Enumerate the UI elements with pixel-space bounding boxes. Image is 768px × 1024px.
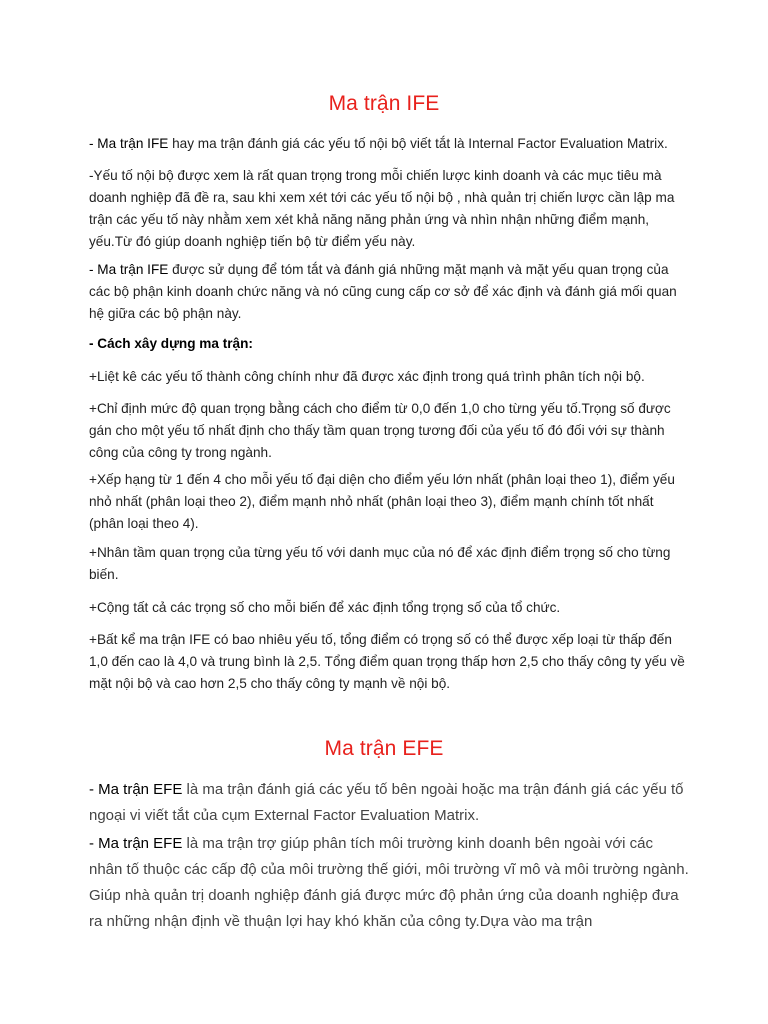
ife-paragraph-1 (89, 133, 689, 155)
ife-step-1: +Liệt kê các yếu tố thành công chính như đã được xác định trong quá trình phân tích nội bộ. (89, 369, 645, 384)
efe-paragraph-1-text: là ma trận đánh giá các yếu tố bên ngoài hoặc ma trận đánh giá các yếu tố ngoại vi viết tắt của cụm External Factor Evaluation Matrix. (89, 781, 684, 824)
ife-heading: Ma trận IFE (328, 92, 440, 115)
ife-step-6: +Bất kể ma trận IFE có bao nhiêu yếu tố, tổng điểm có trọng số có thể được xếp loại từ thấp đến 1,0 đến cao là 4,0 và trung bình là 2,5. Tổng điểm quan trọng thấp hơn 2,5 cho thấy công ty yếu về mặt nội bộ và cao hơn 2,5 cho thấy công ty mạnh về nội bộ. (89, 632, 685, 691)
ife-step-3: +Xếp hạng từ 1 đến 4 cho mỗi yếu tố đại diện cho điểm yếu lớn nhất (phân loại theo 1), điểm yếu nhỏ nhất (phân loại theo 2), điểm mạnh nhỏ nhất (phân loại theo 3), điểm mạnh chính tốt nhất (phân loại theo 4). (89, 472, 675, 531)
ife-step-4: +Nhân tầm quan trọng của từng yếu tố với danh mục của nó để xác định điểm trọng số cho từng biến. (89, 545, 671, 582)
ife-step-2: +Chỉ định mức độ quan trọng bằng cách cho điểm từ 0,0 đến 1,0 cho từng yếu tố.Trọng số được gán cho một yếu tố nhất định cho thấy tầm quan trọng tương đối của yếu tố đó đối với sự thành công của công ty trong ngành. (89, 401, 671, 460)
efe-term-1: - Ma trận EFE (89, 781, 183, 798)
ife-paragraph-3 (89, 259, 689, 325)
efe-heading: Ma trận EFE (324, 737, 444, 760)
ife-term-3: - Ma trận IFE (89, 262, 169, 277)
ife-step-5: +Cộng tất cả các trọng số cho mỗi biến để xác định tổng trọng số của tổ chức. (89, 600, 561, 615)
ife-term-1: - Ma trận IFE (89, 136, 169, 151)
ife-paragraph-3-text: được sử dụng để tóm tắt và đánh giá những mặt mạnh và mặt yếu quan trọng của các bộ phận kinh doanh chức năng và nó cũng cung cấp cơ sở để xác định và đánh giá mối quan hệ giữa các bộ phận này. (89, 262, 677, 321)
efe-paragraph-2 (89, 831, 689, 935)
efe-paragraph-1 (89, 777, 689, 829)
ife-paragraph-2: -Yếu tố nội bộ được xem là rất quan trọng trong mỗi chiến lược kinh doanh và các mục tiêu mà doanh nghiệp đã đề ra, sau khi xem xét tới các yếu tố nội bộ , nhà quản trị chiến lược cần lập ma trận các yếu tố này nhằm xem xét khả năng năng phản ứng và nhìn nhận những điểm mạnh, yếu.Từ đó giúp doanh nghiệp tiến bộ từ điểm yếu này. (89, 168, 675, 249)
ife-paragraph-1-text: hay ma trận đánh giá các yếu tố nội bộ viết tắt là Internal Factor Evaluation Matrix. (168, 136, 668, 151)
efe-term-2: - Ma trận EFE (89, 835, 183, 852)
ife-construction-heading: - Cách xây dựng ma trận: (89, 336, 253, 351)
efe-paragraph-2-text: là ma trận trợ giúp phân tích môi trường kinh doanh bên ngoài với các nhân tố thuộc các cấp độ của môi trường thế giới, môi trường vĩ mô và môi trường ngành. Giúp nhà quản trị doanh nghiệp đánh giá được mức độ phản ứng của doanh nghiệp đưa ra những nhận định về thuận lợi hay khó khăn của công ty.Dựa vào ma trận (89, 835, 689, 930)
